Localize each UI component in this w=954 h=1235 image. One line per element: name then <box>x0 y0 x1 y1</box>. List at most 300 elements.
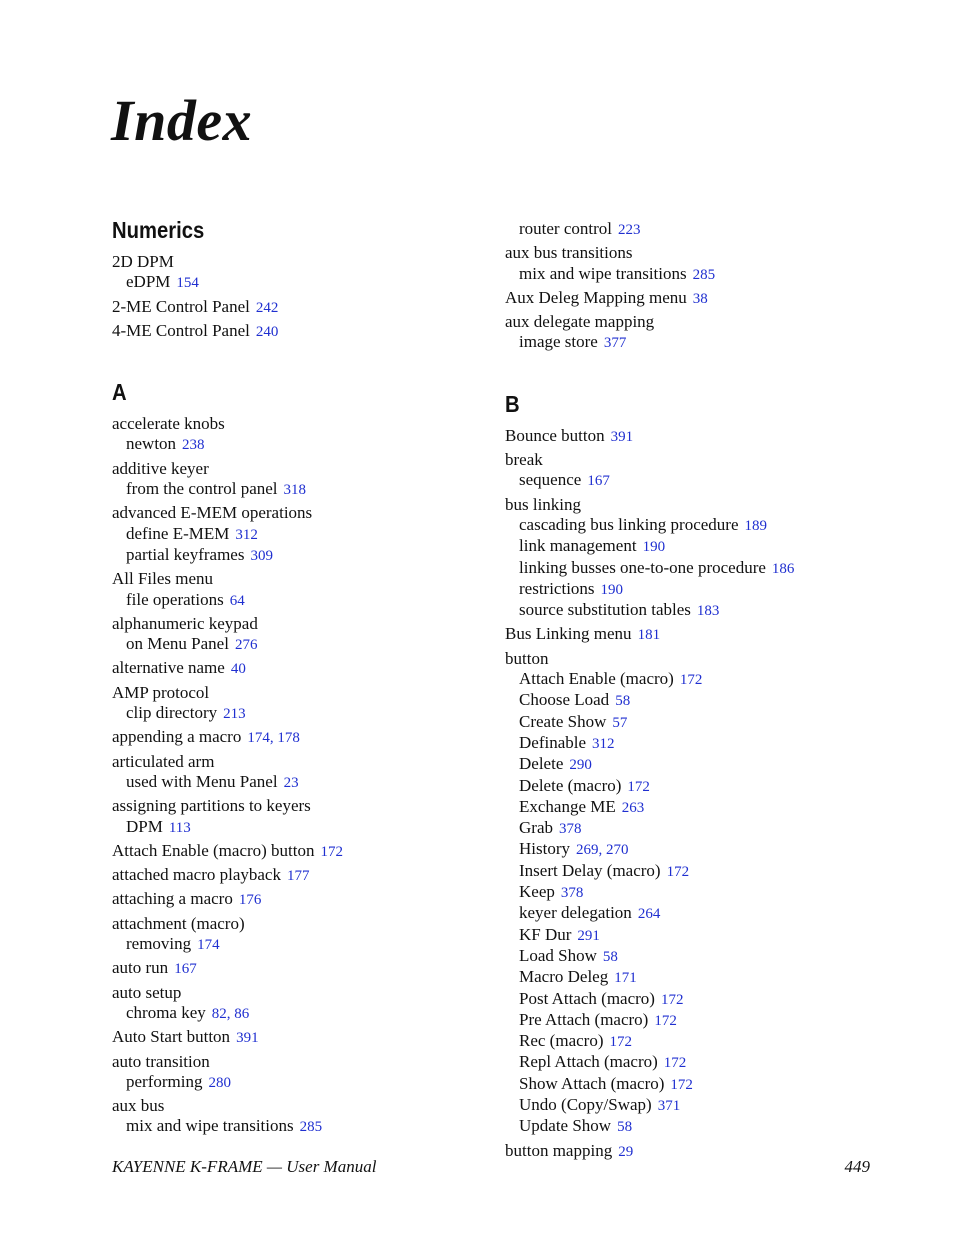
index-subterm-text: link management <box>519 536 637 556</box>
index-term-text: AMP protocol <box>112 682 210 702</box>
page-refs <box>618 222 641 238</box>
index-subterm <box>505 989 885 1010</box>
page-ref-link[interactable]: 167 <box>587 473 610 490</box>
index-term-text: 4-ME Control Panel <box>112 320 250 340</box>
page-refs <box>643 539 666 555</box>
index-term-text: appending a macro <box>112 727 242 747</box>
index-subterm-text: cascading bus linking procedure <box>519 514 739 534</box>
page-refs <box>174 961 197 977</box>
page-ref-link[interactable]: 291 <box>577 927 600 944</box>
page-refs <box>627 779 650 795</box>
page-ref-link[interactable]: 186 <box>771 560 795 577</box>
index-term <box>505 243 885 263</box>
section-heading: B <box>505 390 520 417</box>
index-section <box>112 378 492 1138</box>
page-refs <box>604 335 627 351</box>
page-ref-link[interactable]: 290 <box>569 757 592 774</box>
page-refs <box>601 582 624 598</box>
page-ref-link[interactable]: 172 <box>627 778 650 795</box>
index-entry <box>112 889 492 910</box>
index-term-text: Auto Start button <box>112 1027 231 1047</box>
page-refs <box>176 275 199 291</box>
page-refs <box>654 1013 677 1029</box>
index-subterm-text: removing <box>126 934 192 954</box>
index-subterm <box>505 1074 885 1095</box>
page-ref-link[interactable]: 377 <box>603 335 627 352</box>
page-refs <box>569 757 592 773</box>
index-subterm-text: router control <box>519 219 612 238</box>
index-subterm <box>112 524 492 545</box>
index-subterm <box>505 515 885 536</box>
page-ref-link[interactable]: 172 <box>670 1076 693 1093</box>
page-refs <box>287 868 310 884</box>
page-refs <box>680 672 703 688</box>
page-refs <box>212 1006 250 1022</box>
index-section <box>505 390 885 1162</box>
index-subterm-text: mix and wipe transitions <box>126 1116 294 1136</box>
index-subterm <box>112 479 492 500</box>
page-refs <box>693 291 708 307</box>
index-term-text: 2D DPM <box>112 252 174 271</box>
index-subterm-text: Update Show <box>519 1116 612 1136</box>
index-term <box>112 796 492 816</box>
index-entry <box>112 252 492 294</box>
index-subterm-text: Repl Attach (macro) <box>519 1052 658 1072</box>
page-ref-link[interactable]: 371 <box>657 1097 681 1114</box>
index-term-text: articulated arm <box>112 751 215 771</box>
page-ref-link[interactable]: 309 <box>250 547 273 564</box>
index-subterm-text: from the control panel <box>126 479 278 499</box>
index-subterm <box>505 925 885 946</box>
index-entry <box>505 649 885 1138</box>
index-column-right <box>505 219 885 1198</box>
page-refs <box>603 949 618 965</box>
index-subterm-text: DPM <box>126 816 163 836</box>
page-ref-link[interactable]: 240 <box>255 323 279 340</box>
page-ref-link[interactable]: 190 <box>600 581 624 598</box>
index-subterm-text: Undo (Copy/Swap) <box>519 1094 652 1114</box>
index-entry <box>112 1052 492 1094</box>
page-ref-link[interactable]: 223 <box>618 222 641 238</box>
index-term <box>112 958 492 979</box>
index-entry <box>112 752 492 794</box>
index-term <box>112 683 492 703</box>
index-term <box>112 1052 492 1072</box>
index-subterm-text: define E-MEM <box>126 523 230 543</box>
index-entry <box>112 658 492 679</box>
index-term <box>112 658 492 679</box>
page-refs <box>638 906 661 922</box>
page-title: Index <box>111 88 253 153</box>
index-subterm-text: Macro Deleg <box>519 967 609 987</box>
index-term-text: aux delegate mapping <box>505 312 655 332</box>
index-subterm <box>505 818 885 839</box>
page-refs <box>617 1119 632 1135</box>
page-ref-link[interactable]: 378 <box>558 821 582 838</box>
index-term-text: All Files menu <box>112 569 214 589</box>
index-subterm <box>112 545 492 566</box>
index-subterm-text: Definable <box>519 732 587 752</box>
page-refs <box>622 800 645 816</box>
index-subterm <box>505 264 885 285</box>
page-refs <box>223 706 246 722</box>
page-ref-link[interactable]: 318 <box>283 482 307 499</box>
page-refs <box>239 892 262 908</box>
index-subterm <box>505 600 885 621</box>
index-entry <box>505 219 885 240</box>
page-ref-separator: , <box>226 1005 235 1022</box>
index-term-text: additive keyer <box>112 458 209 478</box>
index-term <box>112 614 492 634</box>
index-entry <box>505 495 885 622</box>
index-term <box>505 288 885 309</box>
index-entry <box>112 1027 492 1048</box>
index-subterm <box>505 1095 885 1116</box>
page-ref-link[interactable]: 391 <box>610 428 634 445</box>
index-subterm <box>505 967 885 988</box>
page-ref-link[interactable]: 64 <box>229 592 245 609</box>
index-subterm-text: History <box>519 839 570 859</box>
index-term-text: advanced E-MEM operations <box>112 503 313 523</box>
page-ref-link[interactable]: 276 <box>234 637 258 654</box>
index-subterm <box>505 1010 885 1031</box>
index-entry <box>112 958 492 979</box>
index-term <box>112 321 492 342</box>
index-term <box>112 297 492 318</box>
index-section <box>112 216 492 342</box>
page-ref-link[interactable]: 190 <box>642 539 666 556</box>
page-refs <box>182 437 205 453</box>
page-ref-link[interactable]: 58 <box>615 693 631 710</box>
page-ref-link[interactable]: 270 <box>606 842 629 859</box>
page-ref-link[interactable]: 172 <box>609 1034 632 1051</box>
index-subterm-text: linking busses one-to-one procedure <box>519 557 766 577</box>
index-term <box>505 624 885 645</box>
index-subterm-text: Attach Enable (macro) <box>519 669 674 689</box>
page-ref-link[interactable]: 391 <box>236 1030 259 1047</box>
index-column-left <box>112 216 492 1174</box>
index-term <box>112 841 492 862</box>
index-entry <box>112 414 492 456</box>
page-ref-link[interactable]: 178 <box>277 730 300 747</box>
index-term-text: 2-ME Control Panel <box>112 296 250 316</box>
index-subterm-text: newton <box>126 434 177 454</box>
index-term-text: Attach Enable (macro) button <box>112 840 315 860</box>
index-entry <box>112 683 492 725</box>
page-ref-link[interactable]: 171 <box>614 970 637 987</box>
index-entry <box>112 321 492 342</box>
page-refs <box>284 775 299 791</box>
index-subterm-text: Delete <box>519 754 564 774</box>
index-term <box>112 1096 492 1116</box>
index-term <box>505 312 885 332</box>
page-refs <box>612 715 627 731</box>
page-ref-link[interactable]: 172 <box>666 863 690 880</box>
page-ref-link[interactable]: 174 <box>197 937 220 954</box>
page-ref-link[interactable]: 172 <box>660 991 684 1008</box>
index-term <box>112 459 492 479</box>
page-refs <box>592 736 615 752</box>
index-term-text: auto run <box>112 958 169 978</box>
index-term-text: auto transition <box>112 1051 210 1071</box>
page-refs <box>609 1034 632 1050</box>
index-term <box>505 495 885 515</box>
index-entry <box>112 865 492 886</box>
index-term <box>112 727 492 748</box>
page-ref-link[interactable]: 86 <box>234 1005 250 1022</box>
index-term-text: alphanumeric keypad <box>112 613 258 633</box>
page-refs <box>772 561 795 577</box>
page-ref-link[interactable]: 172 <box>679 672 703 689</box>
index-subterm <box>505 332 885 353</box>
index-subterm-text: Show Attach (macro) <box>519 1073 665 1093</box>
page-refs <box>661 992 684 1008</box>
index-entry <box>505 243 885 285</box>
page-refs <box>664 1055 687 1071</box>
page-ref-link[interactable]: 172 <box>320 843 344 860</box>
index-entry <box>112 796 492 838</box>
index-subterm <box>505 839 885 860</box>
page-refs <box>561 885 584 901</box>
index-term-text: button <box>505 648 549 668</box>
page-refs <box>615 693 630 709</box>
page-ref-link[interactable]: 154 <box>176 275 199 292</box>
index-entry <box>112 983 492 1025</box>
page-refs <box>667 864 690 880</box>
index-entry <box>112 727 492 748</box>
index-term <box>505 450 885 470</box>
index-term <box>112 1027 492 1048</box>
index-subterm-text: keyer delegation <box>519 903 632 923</box>
index-term-text: Aux Deleg Mapping menu <box>505 287 687 307</box>
index-subterm <box>505 558 885 579</box>
section-heading: Numerics <box>112 217 205 243</box>
page-ref-link[interactable]: 263 <box>621 799 645 816</box>
index-subterm-text: clip directory <box>126 703 218 723</box>
index-subterm <box>112 590 492 611</box>
page-refs <box>638 627 661 643</box>
page-refs <box>231 661 246 677</box>
index-subterm <box>505 1052 885 1073</box>
page-refs <box>745 518 768 534</box>
index-term-text: aux bus <box>112 1096 165 1116</box>
index-subterm-text: partial keyframes <box>126 544 245 564</box>
page-ref-link[interactable]: 174 <box>247 730 270 747</box>
page-ref-separator: , <box>269 730 278 747</box>
page-refs <box>256 324 279 340</box>
index-term-text: button mapping <box>505 1140 613 1160</box>
index-entry <box>505 450 885 492</box>
page-ref-link[interactable]: 312 <box>592 735 615 752</box>
page-ref-link[interactable]: 177 <box>286 868 310 885</box>
index-term <box>505 426 885 447</box>
index-subterm-text: source substitution tables <box>519 600 691 620</box>
index-subterm-text: Keep <box>519 882 555 902</box>
page-refs <box>235 527 258 543</box>
index-subterm <box>112 272 492 293</box>
index-subterm <box>505 882 885 903</box>
page-ref-link[interactable]: 58 <box>617 1119 633 1136</box>
index-entry <box>112 1096 492 1138</box>
index-subterm-text: Pre Attach (macro) <box>519 1009 649 1029</box>
index-term-text: alternative name <box>112 658 225 678</box>
index-subterm-text: performing <box>126 1071 203 1091</box>
index-subterm <box>505 776 885 797</box>
index-subterm-text: Choose Load <box>519 690 610 710</box>
index-subterm <box>112 817 492 838</box>
page-ref-link[interactable]: 378 <box>560 885 584 902</box>
index-subterm <box>505 861 885 882</box>
page-refs <box>611 429 634 445</box>
index-subterm-text: Exchange ME <box>519 796 616 816</box>
index-subterm-text: Post Attach (macro) <box>519 988 655 1008</box>
page-refs <box>587 473 610 489</box>
index-entry <box>112 503 492 566</box>
page-ref-link[interactable]: 181 <box>637 627 661 644</box>
continued-entries <box>505 219 885 354</box>
index-subterm <box>112 1072 492 1093</box>
page-ref-link[interactable]: 238 <box>182 437 205 454</box>
index-term <box>505 649 885 669</box>
index-subterm-text: Load Show <box>519 945 597 965</box>
index-term <box>112 503 492 523</box>
index-subterm-text: Insert Delay (macro) <box>519 860 661 880</box>
page-ref-link[interactable]: 189 <box>744 517 768 534</box>
page-refs <box>230 593 245 609</box>
footer-page-number: 449 <box>844 1157 870 1176</box>
page-refs <box>169 820 191 836</box>
index-term <box>112 914 492 934</box>
page-ref-link[interactable]: 82 <box>211 1005 227 1022</box>
index-subterm <box>505 903 885 924</box>
index-subterm-text: restrictions <box>519 578 595 598</box>
page-refs <box>284 482 307 498</box>
index-term-text: attachment (macro) <box>112 913 245 933</box>
index-subterm-text: mix and wipe transitions <box>519 263 687 283</box>
index-subterm-text: eDPM <box>126 272 171 292</box>
page-ref-link[interactable]: 38 <box>692 290 708 307</box>
index-term <box>112 983 492 1003</box>
index-entry <box>505 312 885 354</box>
page-refs <box>658 1098 681 1114</box>
page-refs <box>670 1077 693 1093</box>
index-subterm <box>112 703 492 724</box>
page-ref-link[interactable]: 264 <box>637 906 661 923</box>
index-subterm-text: on Menu Panel <box>126 634 229 654</box>
page-ref-link[interactable]: 57 <box>612 714 628 731</box>
index-term-text: auto setup <box>112 982 182 1002</box>
index-entry <box>505 624 885 645</box>
index-subterm <box>505 669 885 690</box>
page-ref-separator: , <box>598 842 606 859</box>
page-ref-link[interactable]: 29 <box>618 1143 634 1160</box>
page-ref-link[interactable]: 269 <box>576 842 599 859</box>
index-term <box>112 569 492 589</box>
index-subterm-text: chroma key <box>126 1002 206 1022</box>
index-subterm-text: Create Show <box>519 711 607 731</box>
page-refs <box>197 937 220 953</box>
page-ref-link[interactable]: 285 <box>299 1119 323 1136</box>
page-ref-link[interactable]: 172 <box>654 1012 677 1029</box>
index-term-text: break <box>505 450 543 470</box>
page-ref-link[interactable]: 183 <box>696 603 720 620</box>
index-subterm <box>112 934 492 955</box>
index-term <box>112 889 492 910</box>
index-subterm <box>505 1031 885 1052</box>
page-refs <box>250 548 273 564</box>
page-refs <box>576 842 629 858</box>
page-refs <box>693 267 716 283</box>
index-entry <box>505 426 885 447</box>
index-term-text: attaching a macro <box>112 889 233 909</box>
page-ref-link[interactable]: 167 <box>174 961 197 978</box>
index-entry <box>112 841 492 862</box>
index-entry <box>112 297 492 318</box>
page-refs <box>614 970 637 986</box>
index-subterm-text: Grab <box>519 818 553 838</box>
page-refs <box>247 730 300 746</box>
page-ref-link[interactable]: 172 <box>663 1055 687 1072</box>
page-ref-link[interactable]: 176 <box>238 892 262 909</box>
index-subterm-text: file operations <box>126 589 224 609</box>
index-entry <box>112 459 492 501</box>
index-term-text: attached macro playback <box>112 865 281 885</box>
index-subterm <box>505 754 885 775</box>
index-subterm-text: Rec (macro) <box>519 1031 604 1051</box>
index-subterm <box>112 434 492 455</box>
index-subterm <box>112 1116 492 1137</box>
page-ref-link[interactable]: 312 <box>235 526 258 543</box>
page-refs <box>321 844 344 860</box>
index-subterm <box>505 946 885 967</box>
index-term <box>112 865 492 886</box>
section-heading: A <box>112 379 127 406</box>
index-subterm <box>505 536 885 557</box>
index-subterm <box>505 219 885 240</box>
index-term <box>112 414 492 434</box>
page-ref-link[interactable]: 40 <box>230 661 246 678</box>
page-refs <box>208 1075 231 1091</box>
index-subterm-text: image store <box>519 332 598 352</box>
index-subterm <box>505 712 885 733</box>
page-ref-link[interactable]: 213 <box>223 706 246 723</box>
index-entry <box>112 569 492 611</box>
index-term-text: aux bus transitions <box>505 243 633 263</box>
page-refs <box>577 928 600 944</box>
page-refs <box>236 1030 259 1046</box>
page-ref-link[interactable]: 280 <box>208 1074 231 1091</box>
index-subterm <box>505 797 885 818</box>
footer-manual-title: KAYENNE K-FRAME — User Manual <box>112 1157 377 1176</box>
page-ref-link[interactable]: 285 <box>692 266 716 283</box>
index-entry <box>112 914 492 956</box>
index-subterm-text: KF Dur <box>519 924 572 944</box>
index-subterm-text: Delete (macro) <box>519 775 622 795</box>
page-ref-link[interactable]: 242 <box>255 299 279 316</box>
page-refs <box>235 637 258 653</box>
index-subterm <box>505 579 885 600</box>
page-ref-link[interactable]: 113 <box>168 819 191 836</box>
index-subterm <box>505 690 885 711</box>
page-ref-link[interactable]: 23 <box>283 774 299 791</box>
index-subterm <box>505 1116 885 1137</box>
page-refs <box>300 1119 323 1135</box>
page-ref-link[interactable]: 58 <box>602 948 618 965</box>
index-term <box>112 252 492 272</box>
page-refs <box>559 821 582 837</box>
index-subterm <box>505 733 885 754</box>
index-subterm <box>112 1003 492 1024</box>
